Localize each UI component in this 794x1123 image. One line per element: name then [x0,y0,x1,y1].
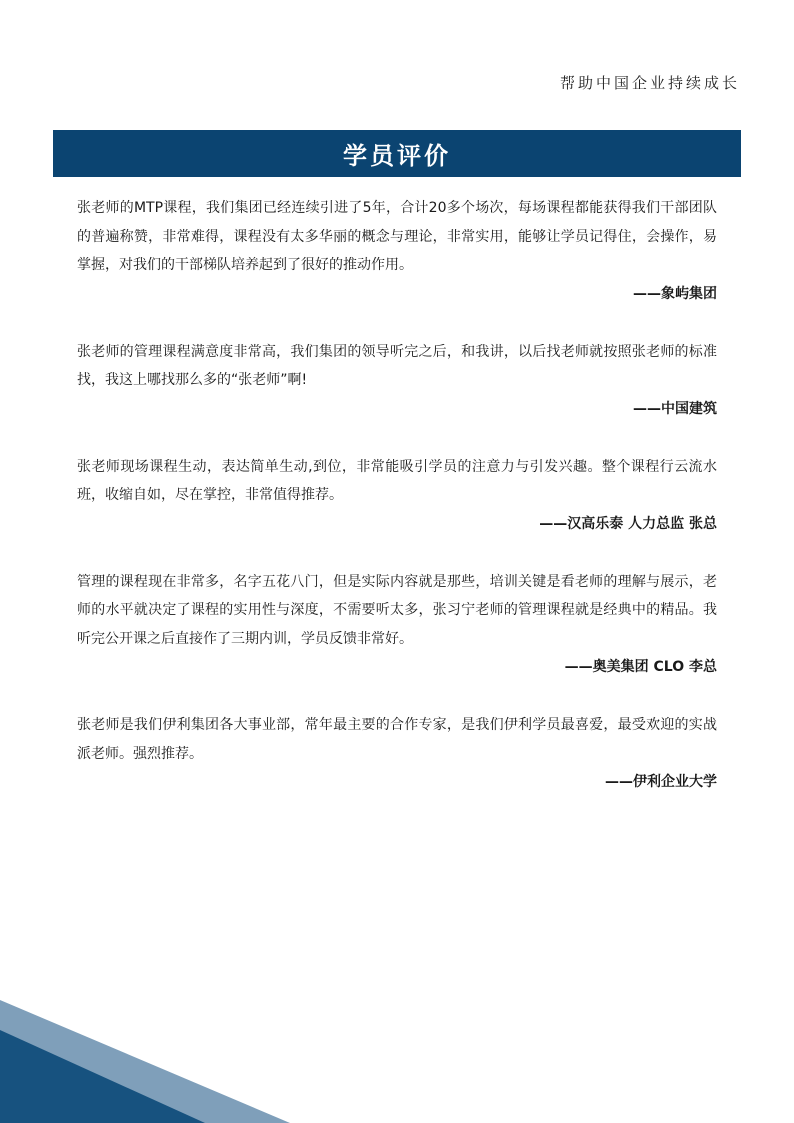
testimonial-ogilvy [77,568,717,682]
corner-decoration [0,1000,794,1123]
testimonial-source: ——伊利企业大学 [605,774,717,790]
testimonial-quote: 管理的课程现在非常多，名字五花八门，但是实际内容就是那些，培训关键是看老师的理解与展示，老师的水平就决定了课程的实用性与深度，不需要听太多，张习宁老师的管理课程就是经典中的精品。我听完公开课之后直接作了三期内训，学员反馈非常好。 [77,573,717,647]
testimonial-quote: 张老师的MTP课程，我们集团已经连续引进了5年，合计20多个场次，每场课程都能获得我们干部团队的普遍称赞，非常难得，课程没有太多华丽的概念与理论，非常实用，能够让学员记得住，会操作，易掌握，对我们的干部梯队培养起到了很好的推动作用。 [77,200,717,273]
testimonial-source: ——汉高乐泰 人力总监 张总 [539,515,717,532]
testimonial-henkel-loctite [77,453,717,538]
testimonial-china-construction [77,338,717,423]
testimonial-xiangyu [77,194,717,308]
testimonial-quote: 张老师现场课程生动，表达简单生动,到位，非常能吸引学员的注意力与引发兴趣。整个课程行云流水班，收缩自如，尽在掌控，非常值得推荐。 [77,458,717,503]
header-tagline: 帮助中国企业持续成长 [559,74,740,92]
title-banner [53,130,741,177]
page-title: 学员评价 [343,142,451,170]
testimonial-source: ——奥美集团 CLO 李总 [564,659,717,675]
testimonial-source: ——象屿集团 [633,285,717,302]
testimonial-yili [77,711,717,796]
testimonial-list [77,194,717,796]
testimonial-source: ——中国建筑 [633,400,717,417]
testimonial-quote: 张老师的管理课程满意度非常高，我们集团的领导听完之后，和我讲，以后找老师就按照张老师的标准找，我这上哪找那么多的“张老师”啊! [77,343,717,388]
testimonial-quote: 张老师是我们伊利集团各大事业部，常年最主要的合作专家，是我们伊利学员最喜爱，最受欢迎的实战派老师。强烈推荐。 [77,717,717,762]
